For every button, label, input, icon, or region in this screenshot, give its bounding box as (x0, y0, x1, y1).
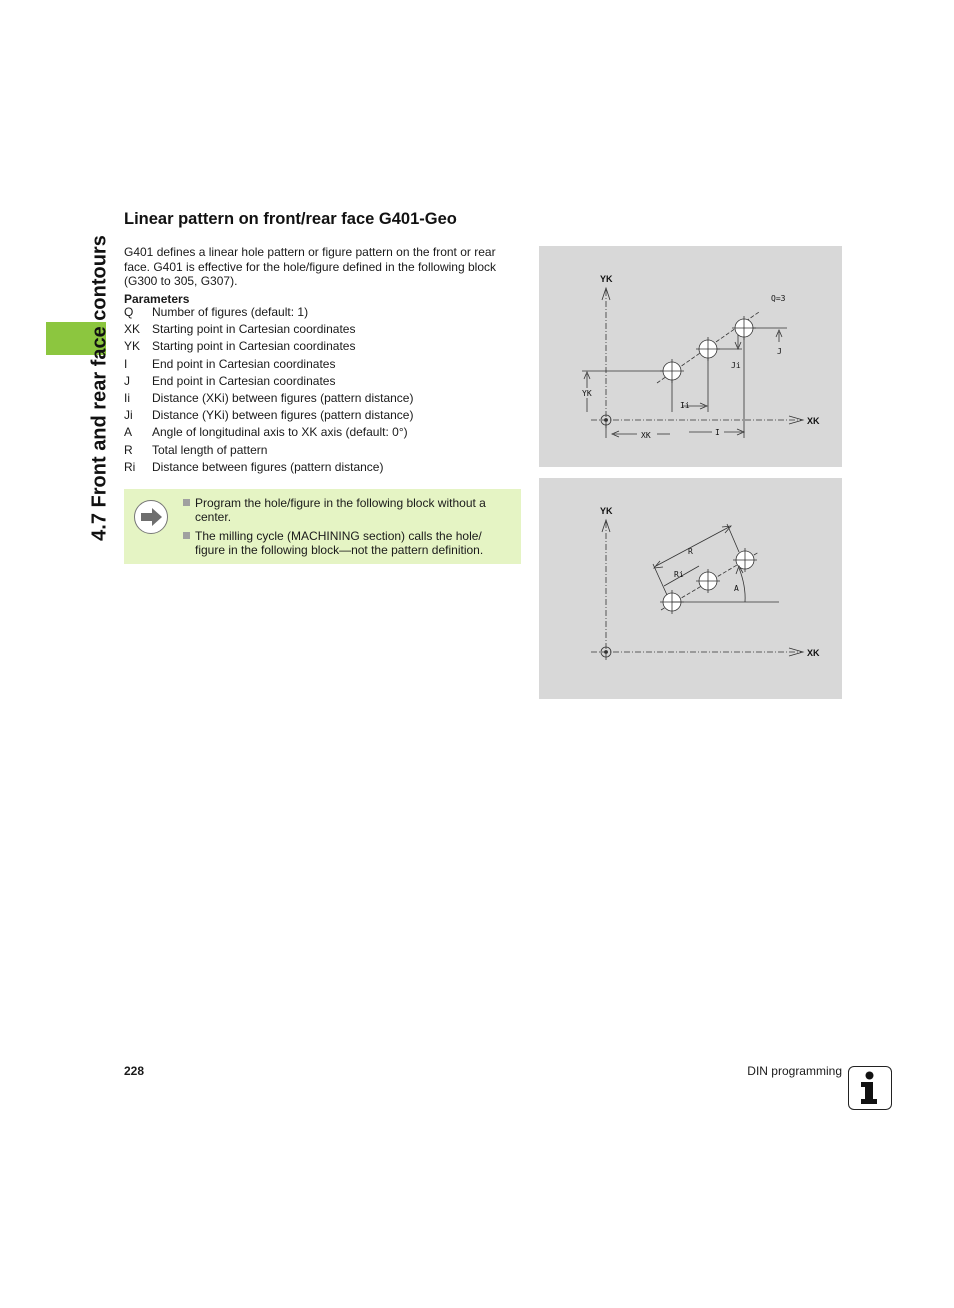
parameter-description: End point in Cartesian coordinates (152, 356, 336, 371)
parameter-list (124, 304, 524, 476)
parameter-description: End point in Cartesian coordinates (152, 373, 336, 388)
parameter-code: Ri (124, 459, 136, 474)
rotated-pattern-drawing (539, 478, 842, 699)
parameter-code: YK (124, 339, 141, 354)
bullet-icon (183, 532, 190, 539)
parameters-label: Parameters (124, 292, 190, 306)
footer-section-label: DIN programming (747, 1064, 842, 1078)
info-icon-graphic (849, 1067, 890, 1108)
parameter-code: I (124, 356, 128, 371)
ii-label: Ii (680, 401, 690, 410)
r-label: R (688, 547, 693, 556)
parameter-code: R (124, 442, 133, 457)
q-label: Q=3 (771, 294, 786, 303)
parameter-description: Distance between figures (pattern distance) (152, 459, 384, 474)
ji-label: Ji (731, 361, 741, 370)
parameter-description: Distance (YKi) between figures (pattern distance) (152, 408, 414, 423)
i-label: I (715, 428, 720, 437)
parameter-row (124, 390, 524, 407)
parameter-description: Total length of pattern (152, 442, 268, 457)
bullet-icon (183, 499, 190, 506)
linear-pattern-diagram (539, 246, 842, 467)
parameter-code: Ii (124, 390, 130, 405)
parameter-row (124, 338, 524, 355)
parameter-row (124, 304, 524, 321)
a-label: A (734, 584, 739, 593)
chapter-title: 4.7 Front and rear face contours (88, 235, 111, 541)
xk-axis-label: XK (807, 416, 820, 426)
yk-dimension-label: YK (582, 389, 592, 398)
parameter-row (124, 407, 524, 424)
parameter-code: Ji (124, 408, 133, 423)
parameter-description: Starting point in Cartesian coordinates (152, 339, 356, 354)
note-text: The milling cycle (MACHINING section) calls the hole/ figure in the following block—not the pattern definition. (195, 529, 484, 557)
xk-dimension-label: XK (641, 431, 651, 440)
arrow-right-icon (134, 500, 168, 534)
arrow-right-icon-graphic (135, 501, 167, 533)
yk-axis-label: YK (600, 506, 613, 516)
note-text: Program the hole/figure in the following block without a center. (195, 496, 486, 524)
ri-label: Ri (674, 570, 684, 579)
parameter-row (124, 424, 524, 441)
section-heading: Linear pattern on front/rear face G401-Geo (124, 210, 457, 228)
parameter-row (124, 373, 524, 390)
parameter-code: J (124, 373, 130, 388)
note-box (124, 489, 521, 564)
parameter-row (124, 442, 524, 459)
page-number: 228 (124, 1064, 145, 1078)
note-item (182, 529, 514, 557)
parameter-row (124, 321, 524, 338)
yk-axis-label: YK (600, 274, 613, 284)
parameter-description: Number of figures (default: 1) (152, 305, 309, 319)
parameter-code: A (124, 425, 133, 440)
j-label: J (777, 347, 782, 356)
parameter-row (124, 459, 524, 476)
note-list (182, 496, 514, 562)
intro-paragraph: G401 defines a linear hole pattern or figure pattern on the front or rear face. G401 is effective for the hole/figure defined in the following block (G300 to 305, G307). (124, 245, 497, 288)
note-item (182, 496, 514, 524)
parameter-row (124, 356, 524, 373)
xk-axis-label: XK (807, 648, 820, 658)
parameter-code: XK (124, 322, 141, 337)
parameter-description: Distance (XKi) between figures (pattern distance) (152, 390, 414, 405)
parameter-code: Q (124, 305, 134, 319)
info-icon (848, 1066, 892, 1110)
rotated-pattern-diagram (539, 478, 842, 699)
linear-pattern-drawing (539, 246, 842, 467)
parameter-description: Angle of longitudinal axis to XK axis (default: 0°) (152, 425, 408, 440)
parameter-description: Starting point in Cartesian coordinates (152, 322, 356, 337)
